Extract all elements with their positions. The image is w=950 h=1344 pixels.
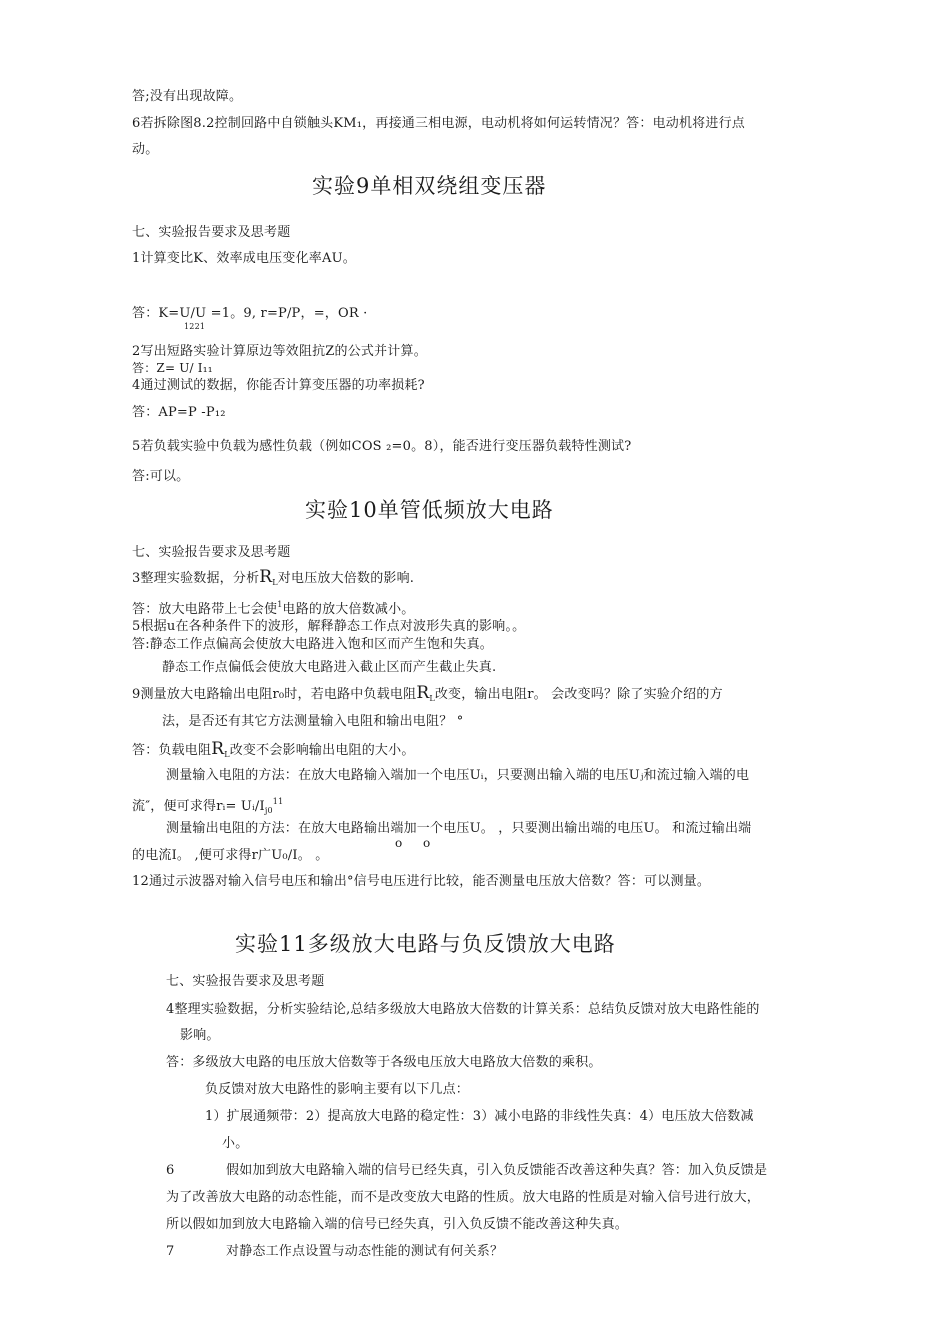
output-resistance-method-cont: 的电流I。 ,便可求得r广U₀/I。 。 xyxy=(132,848,329,863)
question-6-cont: 所以假如加到放大电路输入端的信号已经失真，引入负反馈不能改善这种失真。 xyxy=(166,1217,629,1232)
input-resistance-method: 测量输入电阻的方法：在放大电路输入端加一个电压Uᵢ，只要测出输入端的电压Uⱼ和流过输入端的电 xyxy=(166,768,750,783)
answer-4: 答：AP=P -P₁₂ xyxy=(132,405,226,420)
question-4-cont: 影响。 xyxy=(180,1028,220,1043)
symbol-r: R xyxy=(211,739,225,759)
question-6-cont: 为了改善放大电路的动态性能，而不是改变放大电路的性质。放大电路的性质是对输入信号进行放大， xyxy=(166,1190,761,1205)
symbol-r: R xyxy=(259,567,273,587)
question-12: 12通过示波器对输入信号电压和输出°信号电压进行比较，能否测量电压放大倍数？答：可以测量。 xyxy=(132,874,711,889)
input-resistance-text: 流″，便可求得rᵢ= Uᵢ/I xyxy=(132,799,265,814)
answer-1: 答：K=U/U =1。9, r=P/P，=，OR · xyxy=(132,306,368,321)
answer-4-line2: 负反馈对放大电路性的影响主要有以下几点： xyxy=(205,1082,470,1097)
question-7-number: 7 xyxy=(166,1244,175,1259)
answer-1-subscript: 1221 xyxy=(184,322,206,331)
question-5: 5若负载实验中负载为感性负载（例如COS ₂=0。8），能否进行变压器负载特性测试? xyxy=(132,439,632,454)
answer-4-line3: 1）扩展通频带：2）提高放大电路的稳定性：3）减小电路的非线性失真：4）电压放大倍数减 xyxy=(205,1109,754,1124)
question-9-text-a: 9测量放大电路输出电阻r₀时，若电路中负载电阻 xyxy=(132,687,417,702)
answer-3-text-a: 答：放大电路带上七会使 xyxy=(132,602,278,617)
question-6: 6若拆除图8.2控制回路中自锁触头KM₁，再接通三相电源，电动机将如何运转情况？答：电动机将进行点 xyxy=(132,116,745,131)
input-resistance-superscript: 11 xyxy=(272,797,284,806)
answer-5: 答:可以。 xyxy=(132,469,190,484)
output-resistance-mark: o xyxy=(423,836,431,850)
question-6-cont: 动。 xyxy=(132,142,159,157)
answer-3-superscript: 1 xyxy=(277,600,283,609)
answer-3-text-b: 电路的放大倍数减小。 xyxy=(282,602,415,617)
answer-2: 答：Z= U/ I₁₁ xyxy=(132,361,213,375)
answer-9-text-b: 改变不会影响输出电阻的大小。 xyxy=(229,743,415,758)
question-9-cont: 法，是否还有其它方法测量输入电阻和输出电阻？ ° xyxy=(162,714,464,729)
answer-5-line2: 静态工作点偏低会使放大电路进入截止区而产生截止失真. xyxy=(162,660,497,675)
answer-5-line1: 答:静态工作点偏高会使放大电路进入饱和区而产生饱和失真。 xyxy=(132,637,493,652)
symbol-subscript: L xyxy=(224,750,230,759)
question-4: 4整理实验数据，分析实验结论,总结多级放大电路放大倍数的计算关系：总结负反馈对放大电路性能的 xyxy=(166,1002,760,1017)
question-3 xyxy=(132,569,414,591)
section-subtitle: 七、实验报告要求及思考题 xyxy=(132,545,291,560)
question-6: 假如加到放大电路输入端的信号已经失真，引入负反馈能否改善这种失真？答：加入负反馈是 xyxy=(226,1163,768,1178)
section-heading-exp11: 实验11多级放大电路与负反馈放大电路 xyxy=(235,932,616,956)
output-resistance-method: 测量输出电阻的方法：在放大电路输出端加一个电压U。 ，只要测出输出端的电压U。 和流过输出端 xyxy=(166,821,752,836)
answer-4-line1: 答：多级放大电路的电压放大倍数等于各级电压放大电路放大倍数的乘积。 xyxy=(166,1055,602,1070)
input-resistance-method-cont xyxy=(132,793,283,819)
question-1: 1计算变比K、效率成电压变化率AU。 xyxy=(132,251,356,266)
symbol-r: R xyxy=(416,683,430,703)
question-4: 4通过测试的数据，你能否计算变压器的功率损耗? xyxy=(132,378,425,393)
section-heading-exp9: 实验9单相双绕组变压器 xyxy=(312,174,547,198)
question-2: 2写出短路实验计算原边等效阻抗Z的公式并计算。 xyxy=(132,344,427,359)
input-resistance-subscript: j0 xyxy=(264,806,273,815)
question-9 xyxy=(132,685,723,707)
answer-text: 答;没有出现故障。 xyxy=(132,89,243,104)
question-5: 5根据u在各种条件下的波形，解释静态工作点对波形失真的影响。。 xyxy=(132,619,526,634)
question-3-text-b: 对电压放大倍数的影响. xyxy=(277,571,415,586)
answer-9 xyxy=(132,741,415,763)
question-6-number: 6 xyxy=(166,1163,175,1178)
answer-3 xyxy=(132,596,415,618)
section-subtitle: 七、实验报告要求及思考题 xyxy=(132,225,291,240)
symbol-subscript: L xyxy=(272,578,278,587)
question-7: 对静态工作点设置与动态性能的测试有何关系？ xyxy=(226,1244,504,1259)
answer-4-line4: 小。 xyxy=(222,1136,249,1151)
question-3-text-a: 3整理实验数据，分析 xyxy=(132,571,260,586)
question-9-text-b: 改变，输出电阻r。 会改变吗？除了实验介绍的方 xyxy=(434,687,723,702)
symbol-subscript: L xyxy=(429,694,435,703)
section-heading-exp10: 实验10单管低频放大电路 xyxy=(305,498,554,522)
section-subtitle: 七、实验报告要求及思考题 xyxy=(166,974,325,989)
output-resistance-mark: o xyxy=(395,836,403,850)
answer-9-text-a: 答：负载电阻 xyxy=(132,743,212,758)
